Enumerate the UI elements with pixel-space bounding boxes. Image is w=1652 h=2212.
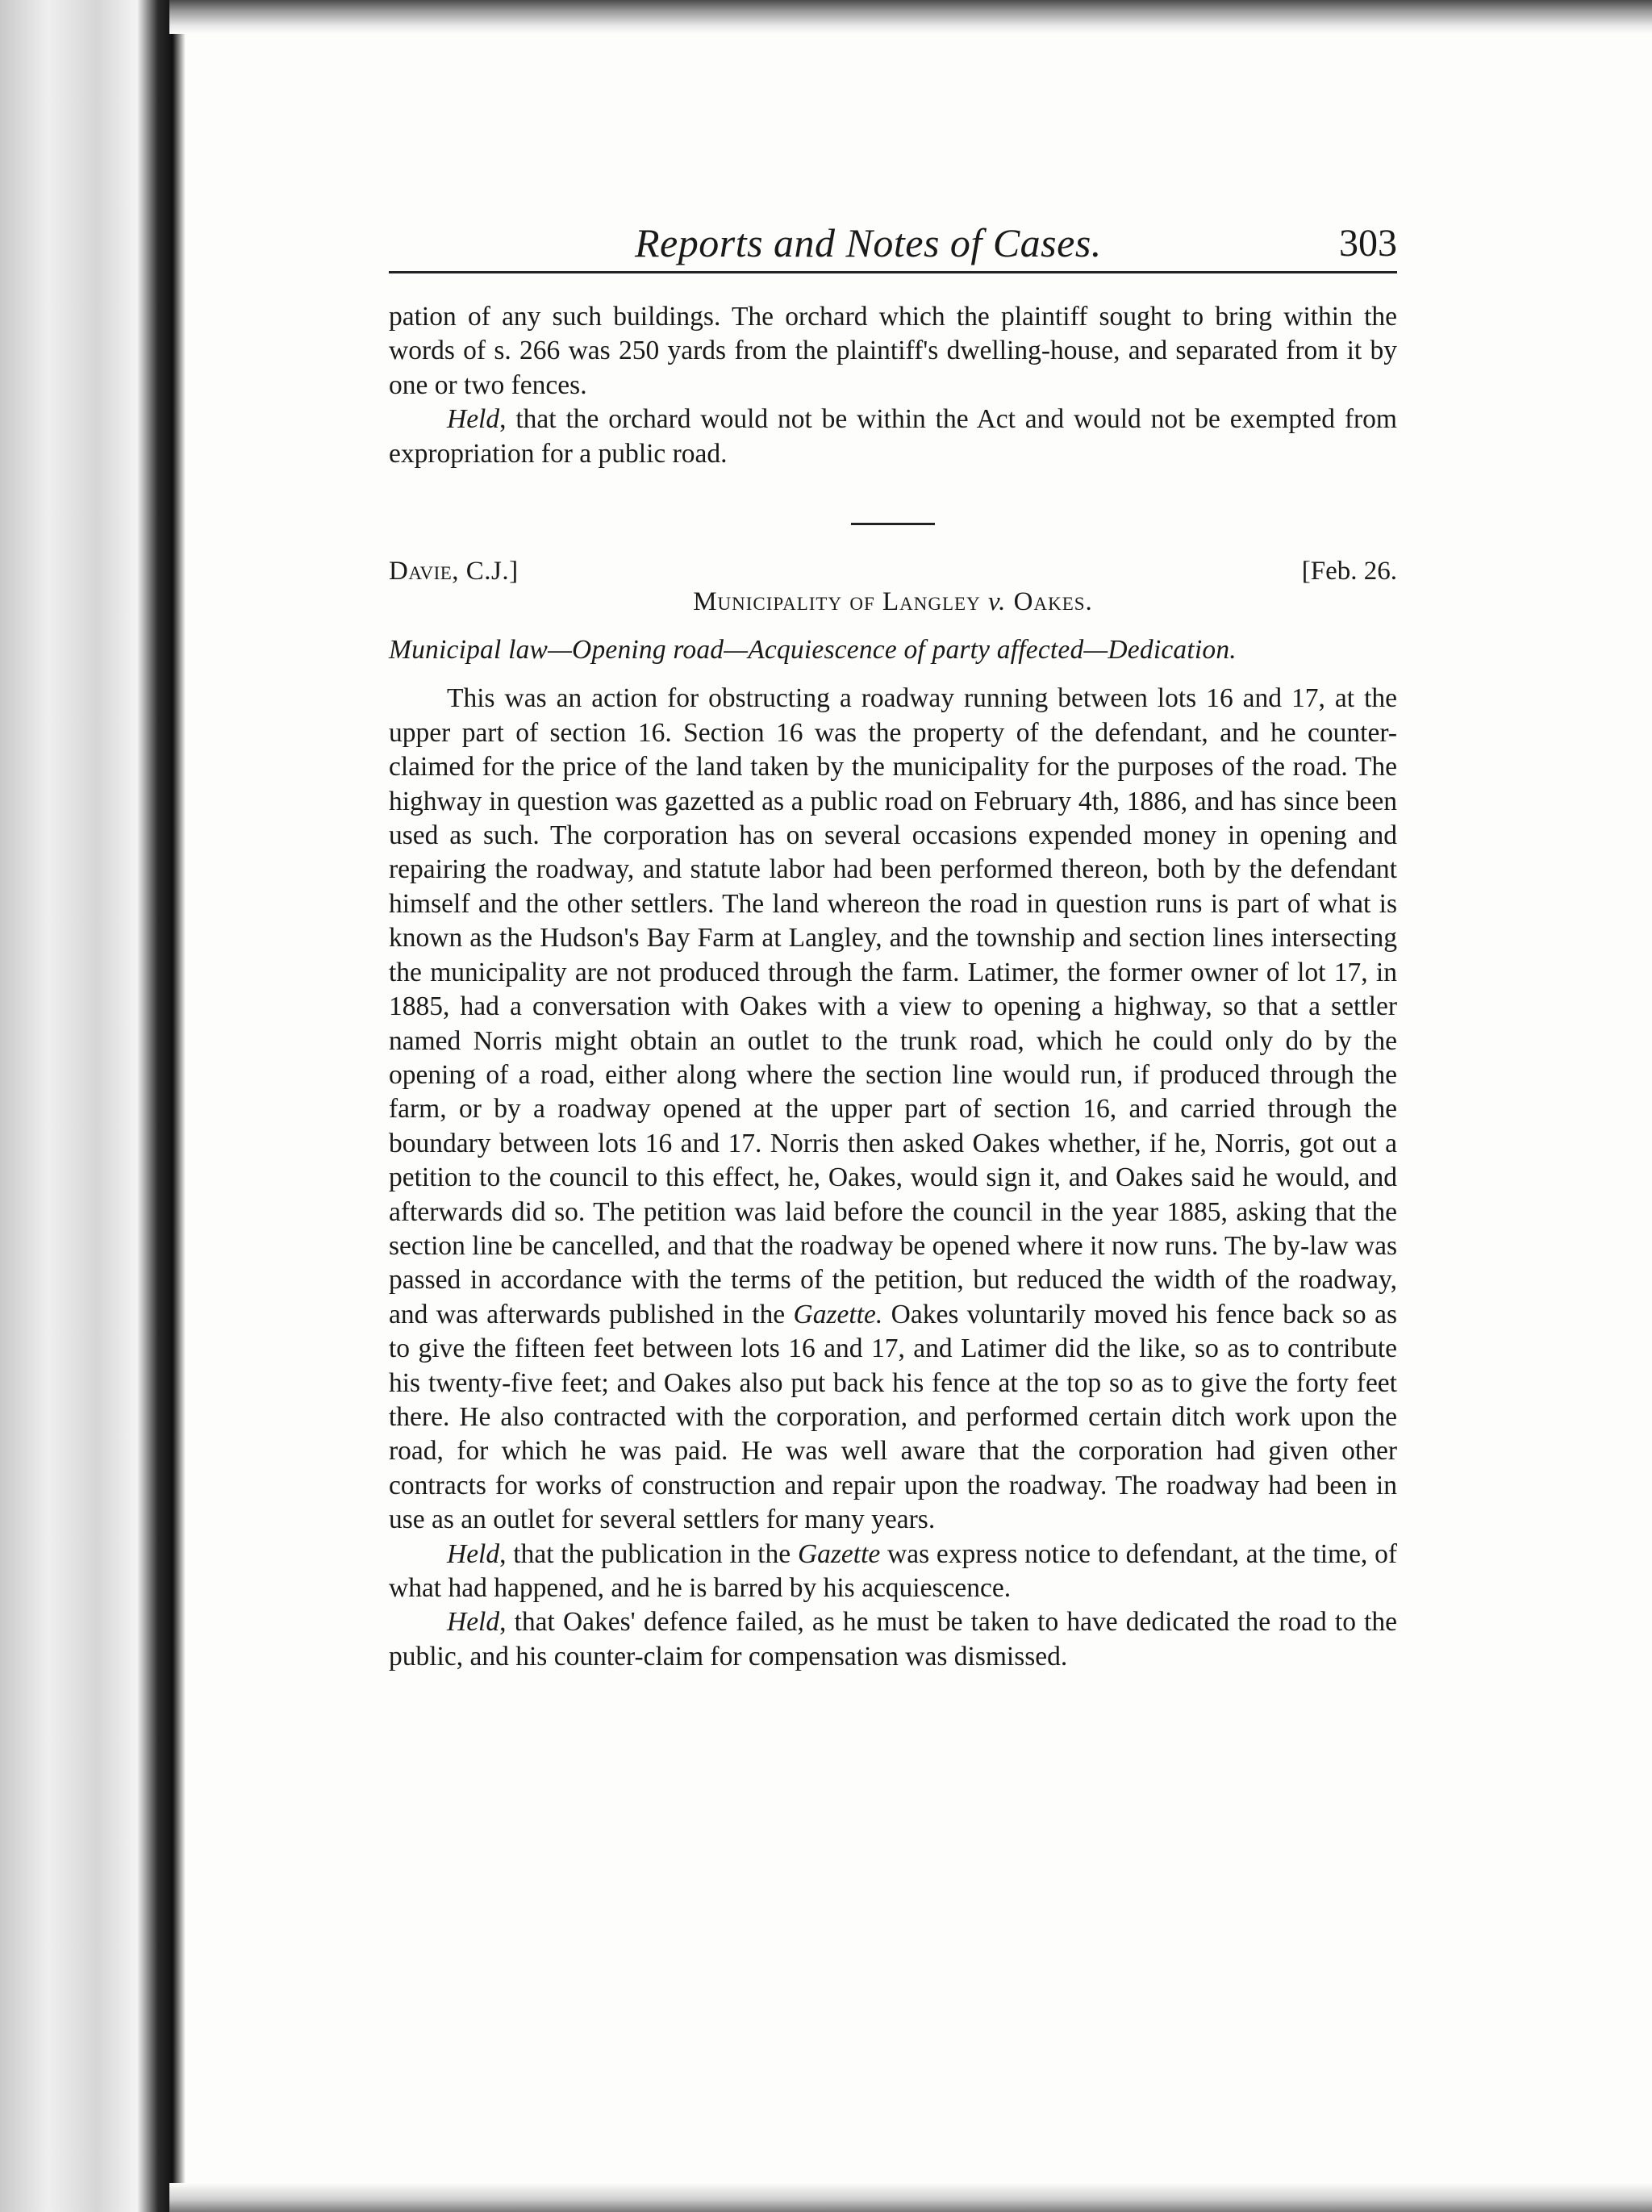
running-title: Reports and Notes of Cases. — [635, 220, 1102, 265]
prev-case-held — [389, 403, 1397, 471]
held-label: Held — [447, 1607, 500, 1638]
case-header — [389, 554, 1397, 622]
gazette-ref: Gazette — [797, 1538, 881, 1569]
page-header — [389, 219, 1397, 268]
scan-bottom-edge — [169, 2183, 1652, 2212]
case-date: [Feb. 26. — [1301, 557, 1397, 586]
case-held-1: Held, that the publication in the Gazette was express notice to defendant, at the time, of what had happened, and he is barred by his acquiescence. — [389, 1538, 1397, 1603]
case-held-2: Held, that Oakes' defence failed, as he must be taken to have dedicated the road to the public, and his counter-claim for compensation was dismissed. — [389, 1607, 1397, 1672]
gazette-ref: Gazette. — [793, 1299, 883, 1329]
case-divider — [851, 523, 935, 525]
scan-top-edge — [169, 0, 1652, 34]
held-text: , that the orchard would not be within the Act and would not be exempted from expropriation for a public road. — [389, 404, 1397, 469]
judge-name: Davie, C.J.] — [389, 557, 519, 586]
case-headnote: Municipal law—Opening road—Acquiescence of party affected—Dedication. — [389, 635, 1237, 666]
page-content — [389, 300, 1397, 1674]
prev-case-paragraph: pation of any such buildings. The orchard which the plaintiff sought to bring within the words of s. 266 was 250 yards from the plaintiff's dwelling-house, and separated from it by one or two fences. — [389, 302, 1397, 400]
held-label: Held — [447, 404, 500, 435]
header-rule — [389, 271, 1397, 273]
book-binding-edge — [0, 0, 186, 2212]
case-title: Municipality of Langley v. Oakes. — [693, 587, 1093, 617]
held-label: Held — [447, 1538, 500, 1569]
case-body-paragraph: This was an action for obstructing a roadway running between lots 16 and 17, at the upper part of section 16. Section 16 was the property of the defendant, and he counter-claimed for the price of the land taken by the municipality for the purposes of the road. The highway in question was gazetted as a public road on February 4th, 1886, and has since been used as such. The corporation has on several occasions expended money in opening and repairing the roadway, and statute labor had been performed thereon, both by the defendant himself and the other settlers. The land whereon the road in question runs is part of what is known as the Hudson's Bay Farm at Langley, and the township and section lines intersecting the municipality are not produced through the farm. Latimer, the former owner of lot 17, in 1885, had a conversation with Oakes with a view to opening a highway, so that a settler named Norris might obtain an outlet to the trunk road, which he could only do by the opening of a road, either along where the section line would run, if produced through the farm, or by a roadway opened at the upper part of section 16, and carried through the boundary between lots 16 and 17. Norris then asked Oakes whether, if he, Norris, got out a petition to the council to this effect, he, Oakes, would sign it, and Oakes said he would, and afterwards did so. The petition was laid before the council in the year 1885, asking that the section line be cancelled, and that the roadway be opened where it now runs. The by-law was passed in accordance with the terms of the petition, but reduced the width of the roadway, and was afterwards published in the Gazette. Oakes voluntarily moved his fence back so as to give the fifteen feet between lots 16 and 17, and Latimer did the like, so as to contribute his twenty-five feet; and Oakes also put back his fence at the top so as to give the forty feet there. He also contracted with the corporation, and performed certain ditch work upon the road, for which he was paid. He was well aware that the corporation had given other contracts for works of construction and repair upon the roadway. The roadway had been in use as an outlet for several settlers for many years. — [389, 683, 1397, 1535]
page-number: 303 — [1339, 222, 1397, 265]
